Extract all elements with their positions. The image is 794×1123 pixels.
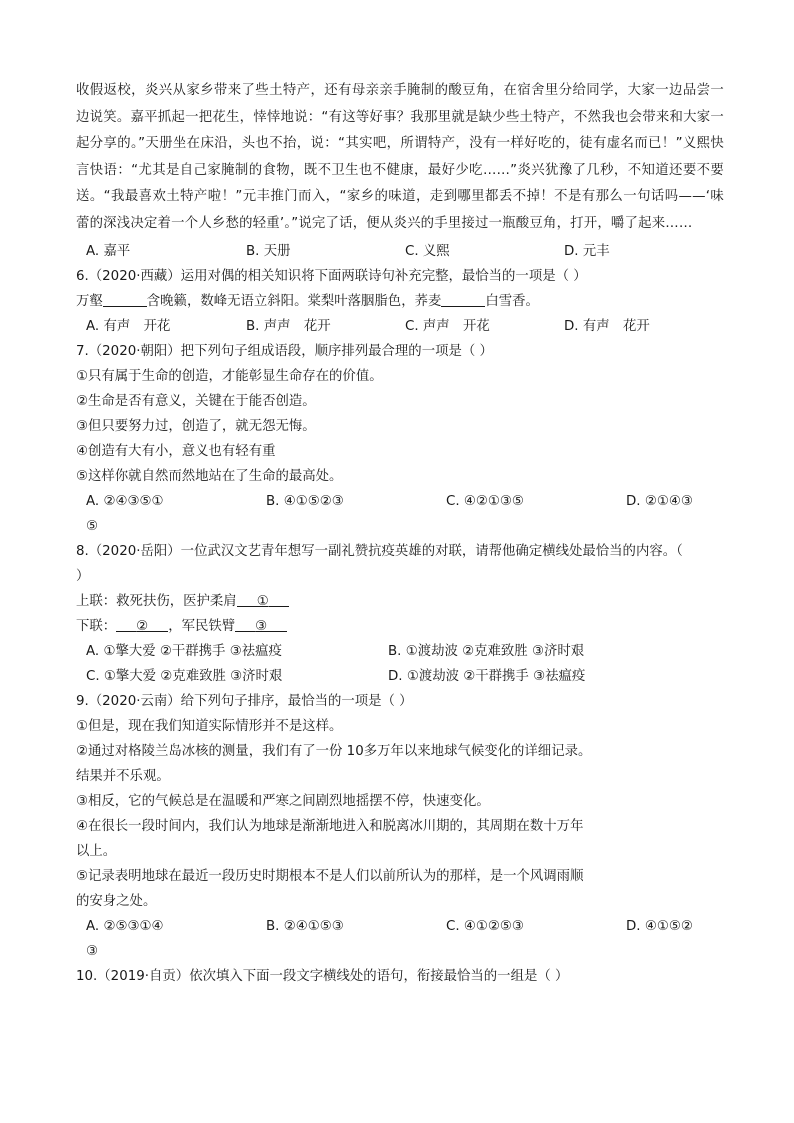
q8-stem: 8.（2020·岳阳）一位武汉文艺青年想写一副礼赞抗疫英雄的对联，请帮他确定横线处最恰当的内容。（ — [76, 544, 683, 559]
q6-poem — [76, 289, 724, 314]
q9-option-b[interactable]: B. ②④①⑤③ — [266, 919, 344, 934]
q8-blank-mark-1[interactable]: ① — [256, 594, 269, 609]
q8-blank-tail-2 — [148, 616, 168, 632]
q6-poem-mid: 含晚籁，数峰无语立斜阳。棠梨叶落胭脂色，荞麦 — [146, 294, 442, 309]
q7-item-5: ⑤这样你就自然而然地站在了生命的最高处。 — [76, 469, 343, 484]
q9-item-2: ②通过对格陵兰岛冰核的测量，我们有了一份 10多万年以来地球气候变化的详细记录。 — [76, 744, 592, 759]
q6-poem-start: 万壑 — [76, 294, 103, 309]
q8-options-row-1 — [76, 639, 724, 664]
q9-item-1: ①但是，现在我们知道实际情形并不是这样。 — [76, 719, 343, 734]
q8-blank-tail-1 — [269, 591, 289, 607]
q8-lower-couplet — [76, 614, 724, 639]
q9-item-2-cont: 结果并不乐观。 — [76, 769, 170, 784]
q8-blank-mark-2[interactable]: ② — [136, 619, 149, 634]
q9-stem: 9.（2020·云南）给下列句子排序，最恰当的一项是（ ） — [76, 694, 413, 709]
q9-options — [76, 914, 724, 939]
q6-option-c[interactable]: C. 声声 开花 — [405, 319, 490, 334]
q8-blank-lead-2 — [116, 616, 136, 632]
q9-item-5-cont: 的安身之处。 — [76, 894, 157, 909]
q9-option-d-wrap: ③ — [86, 944, 99, 959]
q8-lower-mid: ，军民铁臂 — [168, 619, 236, 634]
q7-option-a[interactable]: A. ②④③⑤① — [86, 494, 164, 509]
q6-stem: 6.（2020·西藏）运用对偶的相关知识将下面两联诗句补充完整，最恰当的一项是（ ） — [76, 269, 587, 284]
q7-item-1: ①只有属于生命的创造，才能彰显生命存在的价值。 — [76, 369, 383, 384]
q5-options — [76, 239, 724, 264]
q9-option-d[interactable]: D. ④①⑤② — [626, 919, 693, 934]
q5-option-b[interactable]: B. 天册 — [246, 244, 291, 259]
q8-blank-mark-3[interactable]: ③ — [255, 619, 268, 634]
q7-stem: 7.（2020·朝阳）把下列句子组成语段，顺序排列最合理的一项是（ ） — [76, 344, 493, 359]
q7-item-3: ③但只要努力过，创造了，就无怨无悔。 — [76, 419, 316, 434]
q8-upper-label: 上联：救死扶伤，医护柔肩 — [76, 594, 237, 609]
q8-options-row-2 — [76, 664, 724, 689]
q7-option-b[interactable]: B. ④①⑤②③ — [266, 494, 344, 509]
q10-stem: 10.（2019·自贡）依次填入下面一段文字横线处的语句，衔接最恰当的一组是（ ） — [76, 969, 569, 984]
q8-stem-wrap: ） — [76, 569, 90, 584]
q8-blank-lead-1 — [237, 591, 257, 607]
q8-option-d[interactable]: D. ①渡劫波 ②干群携手 ③祛瘟疫 — [388, 669, 586, 684]
q8-lower-label: 下联： — [76, 619, 117, 634]
q9-item-4-cont: 以上。 — [76, 844, 117, 859]
q8-option-b[interactable]: B. ①渡劫波 ②克难致胜 ③济时艰 — [388, 644, 585, 659]
q6-poem-end: 白雪香。 — [485, 294, 539, 309]
q9-item-5: ⑤记录表明地球在最近一段历史时期根本不是人们以前所认为的那样，是一个风调雨顺 — [76, 869, 584, 884]
q6-blank-2[interactable] — [441, 291, 485, 307]
q9-option-a[interactable]: A. ②⑤③①④ — [86, 919, 164, 934]
q8-option-a[interactable]: A. ①擎大爱 ②干群携手 ③祛瘟疫 — [86, 644, 282, 659]
q8-option-c[interactable]: C. ①擎大爱 ②克难致胜 ③济时艰 — [86, 669, 283, 684]
q7-options — [76, 489, 724, 514]
q8-blank-lead-3 — [235, 616, 255, 632]
q7-item-2: ②生命是否有意义，关键在于能否创造。 — [76, 394, 316, 409]
q7-option-d-wrap: ⑤ — [86, 519, 99, 534]
q7-option-d[interactable]: D. ②①④③ — [626, 494, 693, 509]
q6-option-d[interactable]: D. 有声 花开 — [564, 319, 650, 334]
q8-upper-couplet — [76, 589, 724, 614]
q7-option-c[interactable]: C. ④②①③⑤ — [446, 494, 524, 509]
q9-option-c[interactable]: C. ④①②⑤③ — [446, 919, 524, 934]
passage-text: 收假返校，炎兴从家乡带来了些土特产，还有母亲亲手腌制的酸豆角，在宿舍里分给同学，大家一边品尝一边说笑。嘉平抓起一把花生，悻悻地说：“有这等好事？我那里就是缺少些土特产，不然我也会带来和大家一起分享的。”天册坐在床沿，头也不抬，说：“其实吧，所谓特产，没有一样好吃的，徒有虚名而已！”义熙快言快语：“尤其是自己家腌制的食物，既不卫生也不健康，最好少吃……”炎兴犹豫了几秒，不知道还要不要送。“我最喜欢土特产啦！”元丰推门而入，“家乡的味道，走到哪里都丢不掉！不是有那么一句话吗——‘味蕾的深浅决定着一个人乡愁的轻重’。”说完了话，便从炎兴的手里接过一瓶酸豆角，打开，嚼了起来…… — [76, 83, 724, 231]
exam-page — [76, 78, 724, 989]
q6-options — [76, 314, 724, 339]
q6-option-b[interactable]: B. 声声 花开 — [246, 319, 331, 334]
q5-option-c[interactable]: C. 义熙 — [405, 244, 450, 259]
q5-option-d[interactable]: D. 元丰 — [564, 244, 610, 259]
q5-option-a[interactable]: A. 嘉平 — [86, 244, 131, 259]
q6-blank-1[interactable] — [103, 291, 147, 307]
q8-blank-tail-3 — [267, 616, 287, 632]
q6-option-a[interactable]: A. 有声 开花 — [86, 319, 171, 334]
q9-item-4: ④在很长一段时间内，我们认为地球是渐渐地进入和脱离冰川期的，其周期在数十万年 — [76, 819, 584, 834]
q9-item-3: ③相反，它的气候总是在温暖和严寒之间剧烈地摇摆不停，快速变化。 — [76, 794, 490, 809]
q7-item-4: ④创造有大有小，意义也有轻有重 — [76, 444, 276, 459]
